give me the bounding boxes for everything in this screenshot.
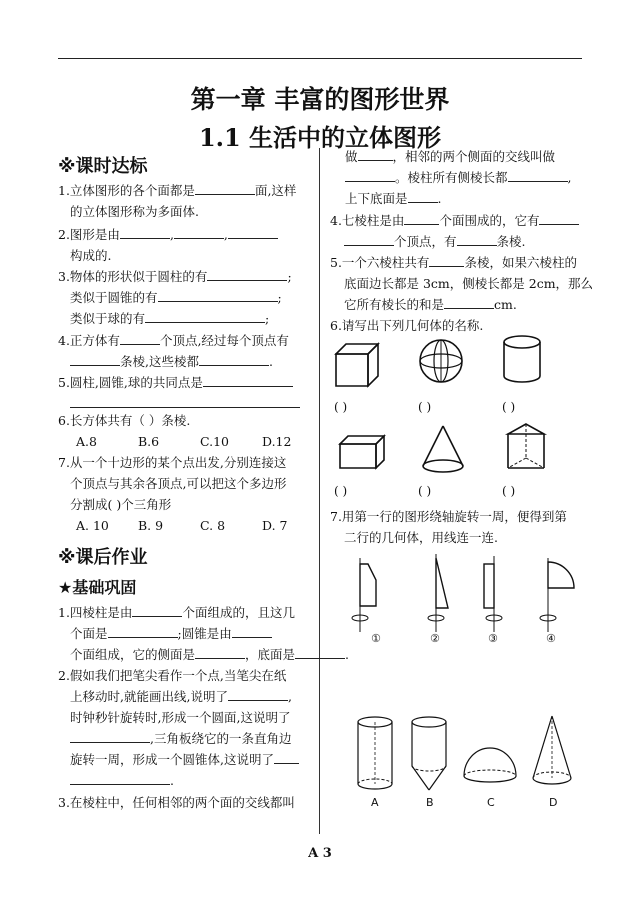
sphere-icon — [416, 335, 466, 387]
column-divider — [319, 148, 320, 834]
cube-icon — [332, 340, 382, 392]
question-4: 4.正方体有 个顶点,经过每个顶点有 条棱,这些棱都 . — [58, 330, 289, 372]
question-3: 3.物体的形状似于圆柱的有 ; 类似于圆锥的有 ; 类似于球的有 ; — [58, 266, 292, 329]
label-circled-1: ① — [371, 632, 381, 645]
cuboid-icon — [336, 432, 388, 472]
label-solid-a: A — [371, 796, 379, 809]
quarter-circle-axis-shape — [530, 556, 580, 634]
question-7: 7.从一个十边形的某个点出发,分别连接这 个顶点与其余各顶点,可以把这个多边形 分割成( )个三角形 A. 10 B. 9 C. 8 D. 7 — [58, 455, 288, 533]
answer-blank-4[interactable]: ( ) — [334, 484, 348, 498]
answer-blank-1[interactable]: ( ) — [334, 400, 348, 414]
triangular-prism-icon — [504, 420, 548, 476]
answer-blank-5[interactable]: ( ) — [418, 484, 432, 498]
label-solid-d: D — [549, 796, 558, 809]
question-6: 6.长方体共有（ ）条棱. A.8 B.6 C.10 D.12 — [58, 413, 292, 449]
rectangle-axis-shape — [476, 554, 516, 634]
answer-blank-6[interactable]: ( ) — [502, 484, 516, 498]
right-question-5: 5.一个六棱柱共有 条棱，如果六棱柱的 底面边长都是 3cm，侧棱长都是 2cm，那么 它所有棱长的和是 cm. — [330, 252, 593, 315]
heading-homework: ※课后作业 — [58, 547, 148, 568]
right-question-6: 6.请写出下列几何体的名称. — [330, 318, 484, 333]
homework-3: 3.在棱柱中，任何相邻的两个面的交线都叫 — [58, 795, 295, 810]
trapezoid-axis-shape — [340, 556, 380, 634]
label-circled-3: ③ — [488, 632, 498, 645]
chapter-title: 第一章 丰富的图形世界 — [190, 85, 450, 114]
homework-3-continued: 做 ，相邻的两个侧面的交线叫做 。棱柱所有侧棱长都 , 上下底面是 . — [345, 146, 572, 209]
homework-2: 2.假如我们把笔尖看作一个点,当笔尖在纸 上移动时,就能画出线,说明了 , 时钟秒针旋转时,形成一个圆面,这说明了 ,三角板绕它的一条直角边 旋转一周，形成一个圆锥体,这说明了 . — [58, 665, 299, 791]
answer-blank-2[interactable]: ( ) — [418, 400, 432, 414]
question-1: 1.立体图形的各个面都是 面,这样 的立体图形称为多面体. — [58, 180, 296, 222]
question-5: 5.圆柱,圆锥,球的共同点是 — [58, 372, 300, 414]
solid-d-cone — [528, 712, 576, 792]
heading-class-goals: ※课时达标 — [58, 156, 148, 177]
label-solid-b: B — [426, 796, 434, 809]
page-number: A 3 — [308, 846, 332, 861]
solid-b-cylinder-cone — [408, 714, 450, 794]
top-rule — [58, 58, 582, 59]
cone-icon — [418, 422, 468, 478]
solid-c-hemisphere — [460, 740, 520, 788]
right-question-4: 4.七棱柱是由 个面围成的，它有 个顶点，有 条棱. — [330, 210, 579, 252]
triangle-axis-shape — [418, 552, 458, 634]
right-question-7: 7.用第一行的图形绕轴旋转一周，便得到第 二行的几何体，用线连一连. — [330, 509, 567, 545]
cylinder-icon — [500, 334, 544, 386]
question-2: 2.图形是由 , , 构成的. — [58, 224, 278, 266]
heading-basic: ★基础巩固 — [58, 578, 137, 597]
label-circled-4: ④ — [546, 632, 556, 645]
homework-1: 1.四棱柱是由 个面组成的，且这几 个面是 ;圆锥是由 个面组成，它的侧面是 ，底面是 . — [58, 602, 349, 665]
answer-blank-3[interactable]: ( ) — [502, 400, 516, 414]
label-solid-c: C — [487, 796, 495, 809]
solid-a-cylinder — [354, 714, 396, 794]
label-circled-2: ② — [430, 632, 440, 645]
section-title: 1.1 生活中的立体图形 — [198, 123, 442, 152]
